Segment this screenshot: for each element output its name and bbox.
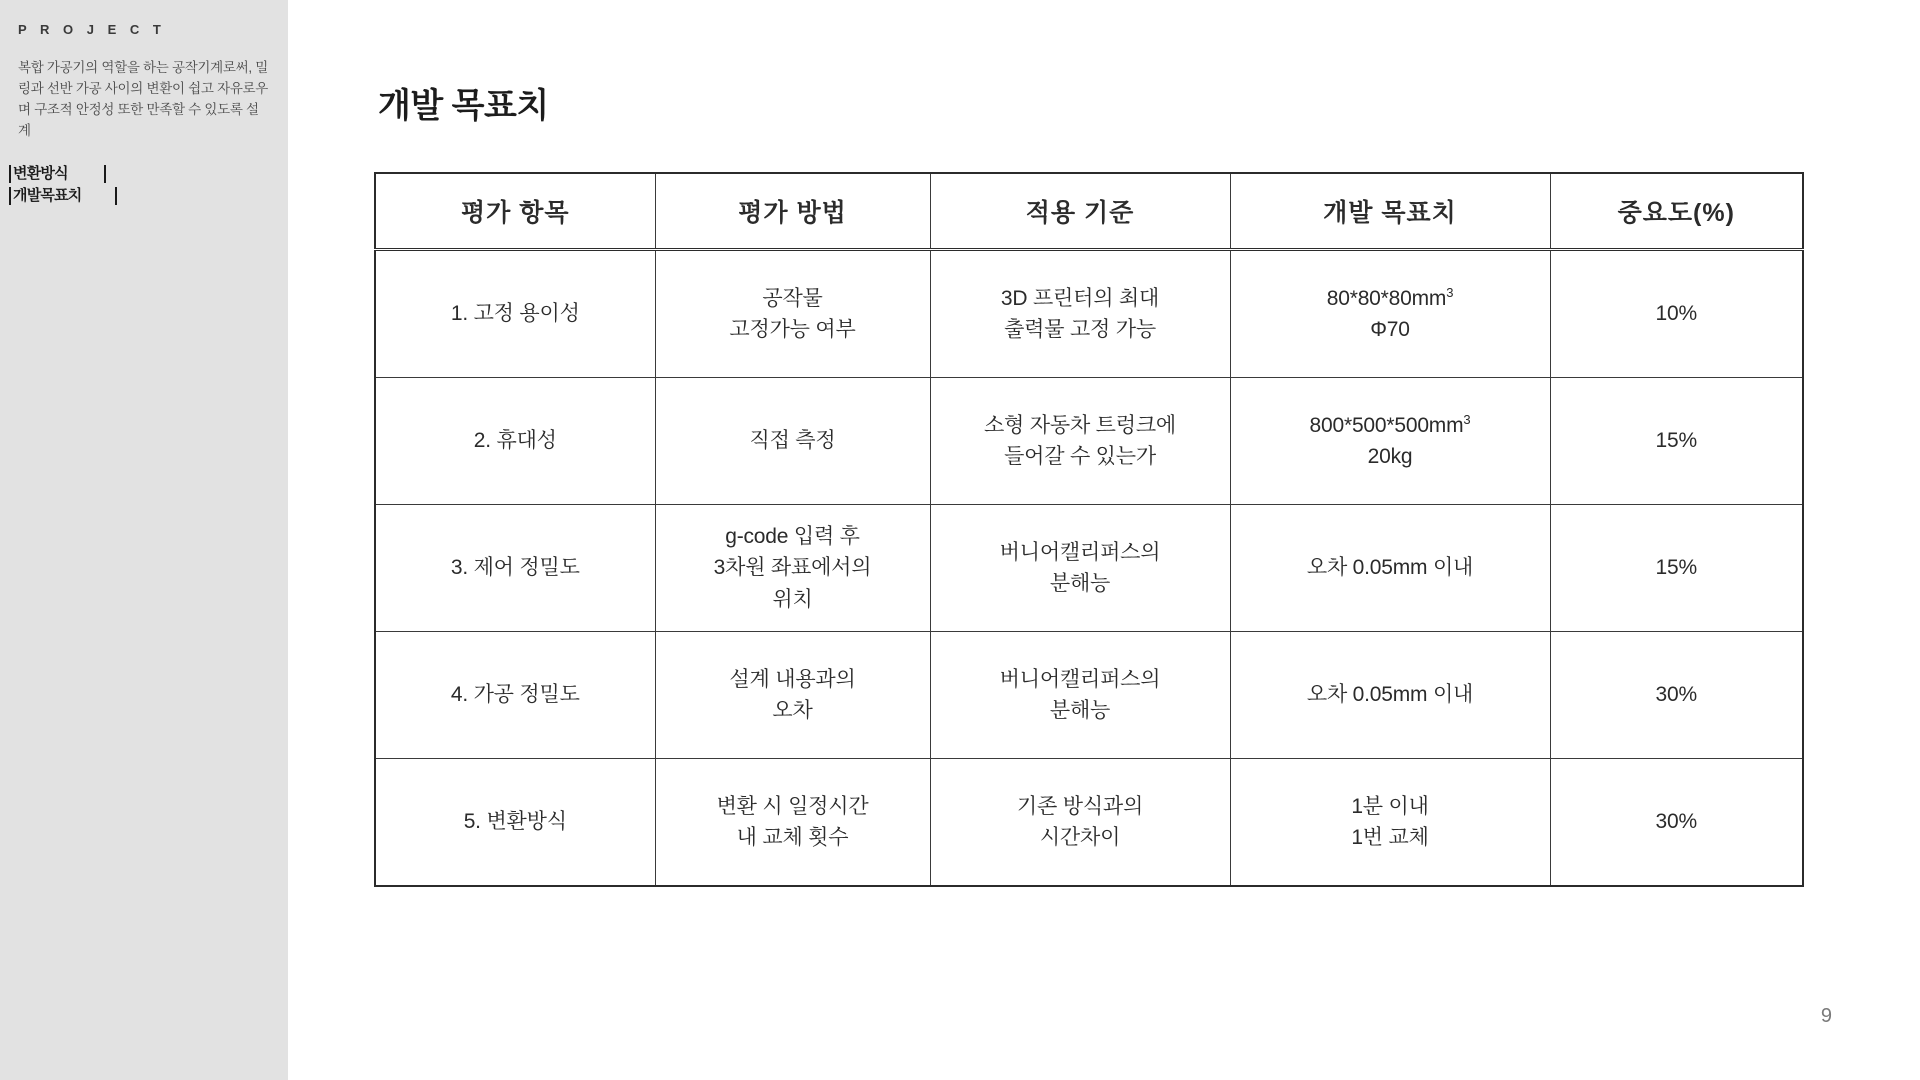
cell-criteria-line1: 3D 프린터의 최대 bbox=[1000, 286, 1160, 310]
cell-method bbox=[655, 250, 930, 378]
cell-weight: 15% bbox=[1550, 505, 1803, 632]
cell-method-line2: 오차 bbox=[772, 699, 813, 722]
cell-target-value: 80*80*80mm bbox=[1326, 286, 1447, 310]
column-header-evaluation-method: 평가 방법 bbox=[655, 173, 930, 250]
table-row bbox=[375, 759, 1803, 887]
main-content bbox=[288, 0, 1920, 1080]
cell-method bbox=[655, 759, 930, 887]
table-row bbox=[375, 378, 1803, 505]
table-row bbox=[375, 505, 1803, 632]
cell-target bbox=[1230, 505, 1550, 632]
column-header-development-target: 개발 목표치 bbox=[1230, 173, 1550, 250]
cell-method-line2: 3차원 좌표에서의 bbox=[713, 556, 872, 580]
cell-target bbox=[1230, 632, 1550, 759]
cell-criteria bbox=[930, 250, 1230, 378]
cell-method-line3: 위치 bbox=[772, 587, 813, 611]
cell-criteria-line2: 시간차이 bbox=[1039, 826, 1121, 849]
development-target-table bbox=[374, 172, 1804, 887]
cell-method-line2: 고정가능 여부 bbox=[729, 318, 856, 341]
table-header-row bbox=[375, 173, 1803, 250]
cell-target bbox=[1230, 378, 1550, 505]
column-header-applied-criteria: 적용 기준 bbox=[930, 173, 1230, 250]
cell-target-superscript: 3 bbox=[1463, 411, 1471, 427]
cell-criteria-line2: 분해능 bbox=[1049, 572, 1111, 595]
cell-item: 4. 가공 정밀도 bbox=[375, 632, 655, 759]
cell-weight: 30% bbox=[1550, 632, 1803, 759]
cell-target-value: 800*500*500mm bbox=[1309, 413, 1464, 437]
cell-criteria-line2: 출력물 고정 가능 bbox=[1004, 318, 1156, 341]
goal-table-wrapper bbox=[374, 172, 1802, 887]
cell-criteria bbox=[930, 759, 1230, 887]
sidebar-item-conversion-method[interactable]: 변환방식 bbox=[9, 163, 279, 185]
cell-target-line1 bbox=[1232, 410, 1549, 442]
cell-criteria bbox=[930, 505, 1230, 632]
cell-weight: 30% bbox=[1550, 759, 1803, 887]
cell-method-line1: 공작물 bbox=[762, 286, 823, 310]
table-row bbox=[375, 632, 1803, 759]
cell-item: 5. 변환방식 bbox=[375, 759, 655, 887]
brand-label: P R O J E C T bbox=[18, 22, 166, 37]
table-row bbox=[375, 250, 1803, 378]
cell-target-line1: 오차 0.05mm 이내 bbox=[1306, 683, 1474, 707]
cell-target-line1: 1분 이내 bbox=[1351, 794, 1429, 818]
cell-criteria-line1: 소형 자동차 트렁크에 bbox=[983, 413, 1177, 437]
cell-target-line1 bbox=[1232, 283, 1549, 315]
sidebar bbox=[0, 0, 288, 1080]
cell-item: 1. 고정 용이성 bbox=[375, 250, 655, 378]
cell-criteria bbox=[930, 632, 1230, 759]
cell-target-line2: 20kg bbox=[1367, 445, 1413, 468]
cell-target-line2: Φ70 bbox=[1370, 318, 1410, 341]
cell-criteria-line2: 분해능 bbox=[1049, 699, 1111, 722]
cell-method-line2: 내 교체 횟수 bbox=[736, 826, 849, 849]
page-title: 개발 목표치 bbox=[378, 87, 549, 125]
cell-item: 2. 휴대성 bbox=[375, 378, 655, 505]
cell-method-line1: 변환 시 일정시간 bbox=[716, 794, 869, 818]
cell-item: 3. 제어 정밀도 bbox=[375, 505, 655, 632]
cell-target-superscript: 3 bbox=[1446, 284, 1454, 300]
cell-method bbox=[655, 632, 930, 759]
cell-method-line1: g-code 입력 후 bbox=[725, 524, 860, 548]
cell-weight: 10% bbox=[1550, 250, 1803, 378]
cell-method bbox=[655, 378, 930, 505]
cell-method-line1: 설계 내용과의 bbox=[729, 667, 856, 691]
page-number: 9 bbox=[1820, 1005, 1832, 1027]
cell-criteria-line1: 버니어캘리퍼스의 bbox=[999, 667, 1161, 691]
cell-criteria bbox=[930, 378, 1230, 505]
cell-target bbox=[1230, 759, 1550, 887]
cell-method-line1: 직접 측정 bbox=[749, 429, 836, 453]
cell-method bbox=[655, 505, 930, 632]
sidebar-item-development-target[interactable]: 개발목표치 bbox=[9, 185, 279, 207]
sidebar-nav bbox=[9, 163, 279, 207]
cell-criteria-line2: 들어갈 수 있는가 bbox=[1004, 445, 1156, 468]
cell-target-line1: 오차 0.05mm 이내 bbox=[1306, 556, 1474, 580]
column-header-evaluation-item: 평가 항목 bbox=[375, 173, 655, 250]
cell-criteria-line1: 버니어캘리퍼스의 bbox=[999, 540, 1161, 564]
cell-target-line2: 1번 교체 bbox=[1351, 826, 1429, 849]
cell-target bbox=[1230, 250, 1550, 378]
cell-criteria-line1: 기존 방식과의 bbox=[1016, 794, 1144, 818]
column-header-importance: 중요도(%) bbox=[1550, 173, 1803, 250]
cell-weight: 15% bbox=[1550, 378, 1803, 505]
project-description: 복합 가공기의 역할을 하는 공작기계로써, 밀링과 선반 가공 사이의 변환이 쉽고 자유로우며 구조적 안정성 또한 만족할 수 있도록 설계 bbox=[18, 60, 269, 138]
